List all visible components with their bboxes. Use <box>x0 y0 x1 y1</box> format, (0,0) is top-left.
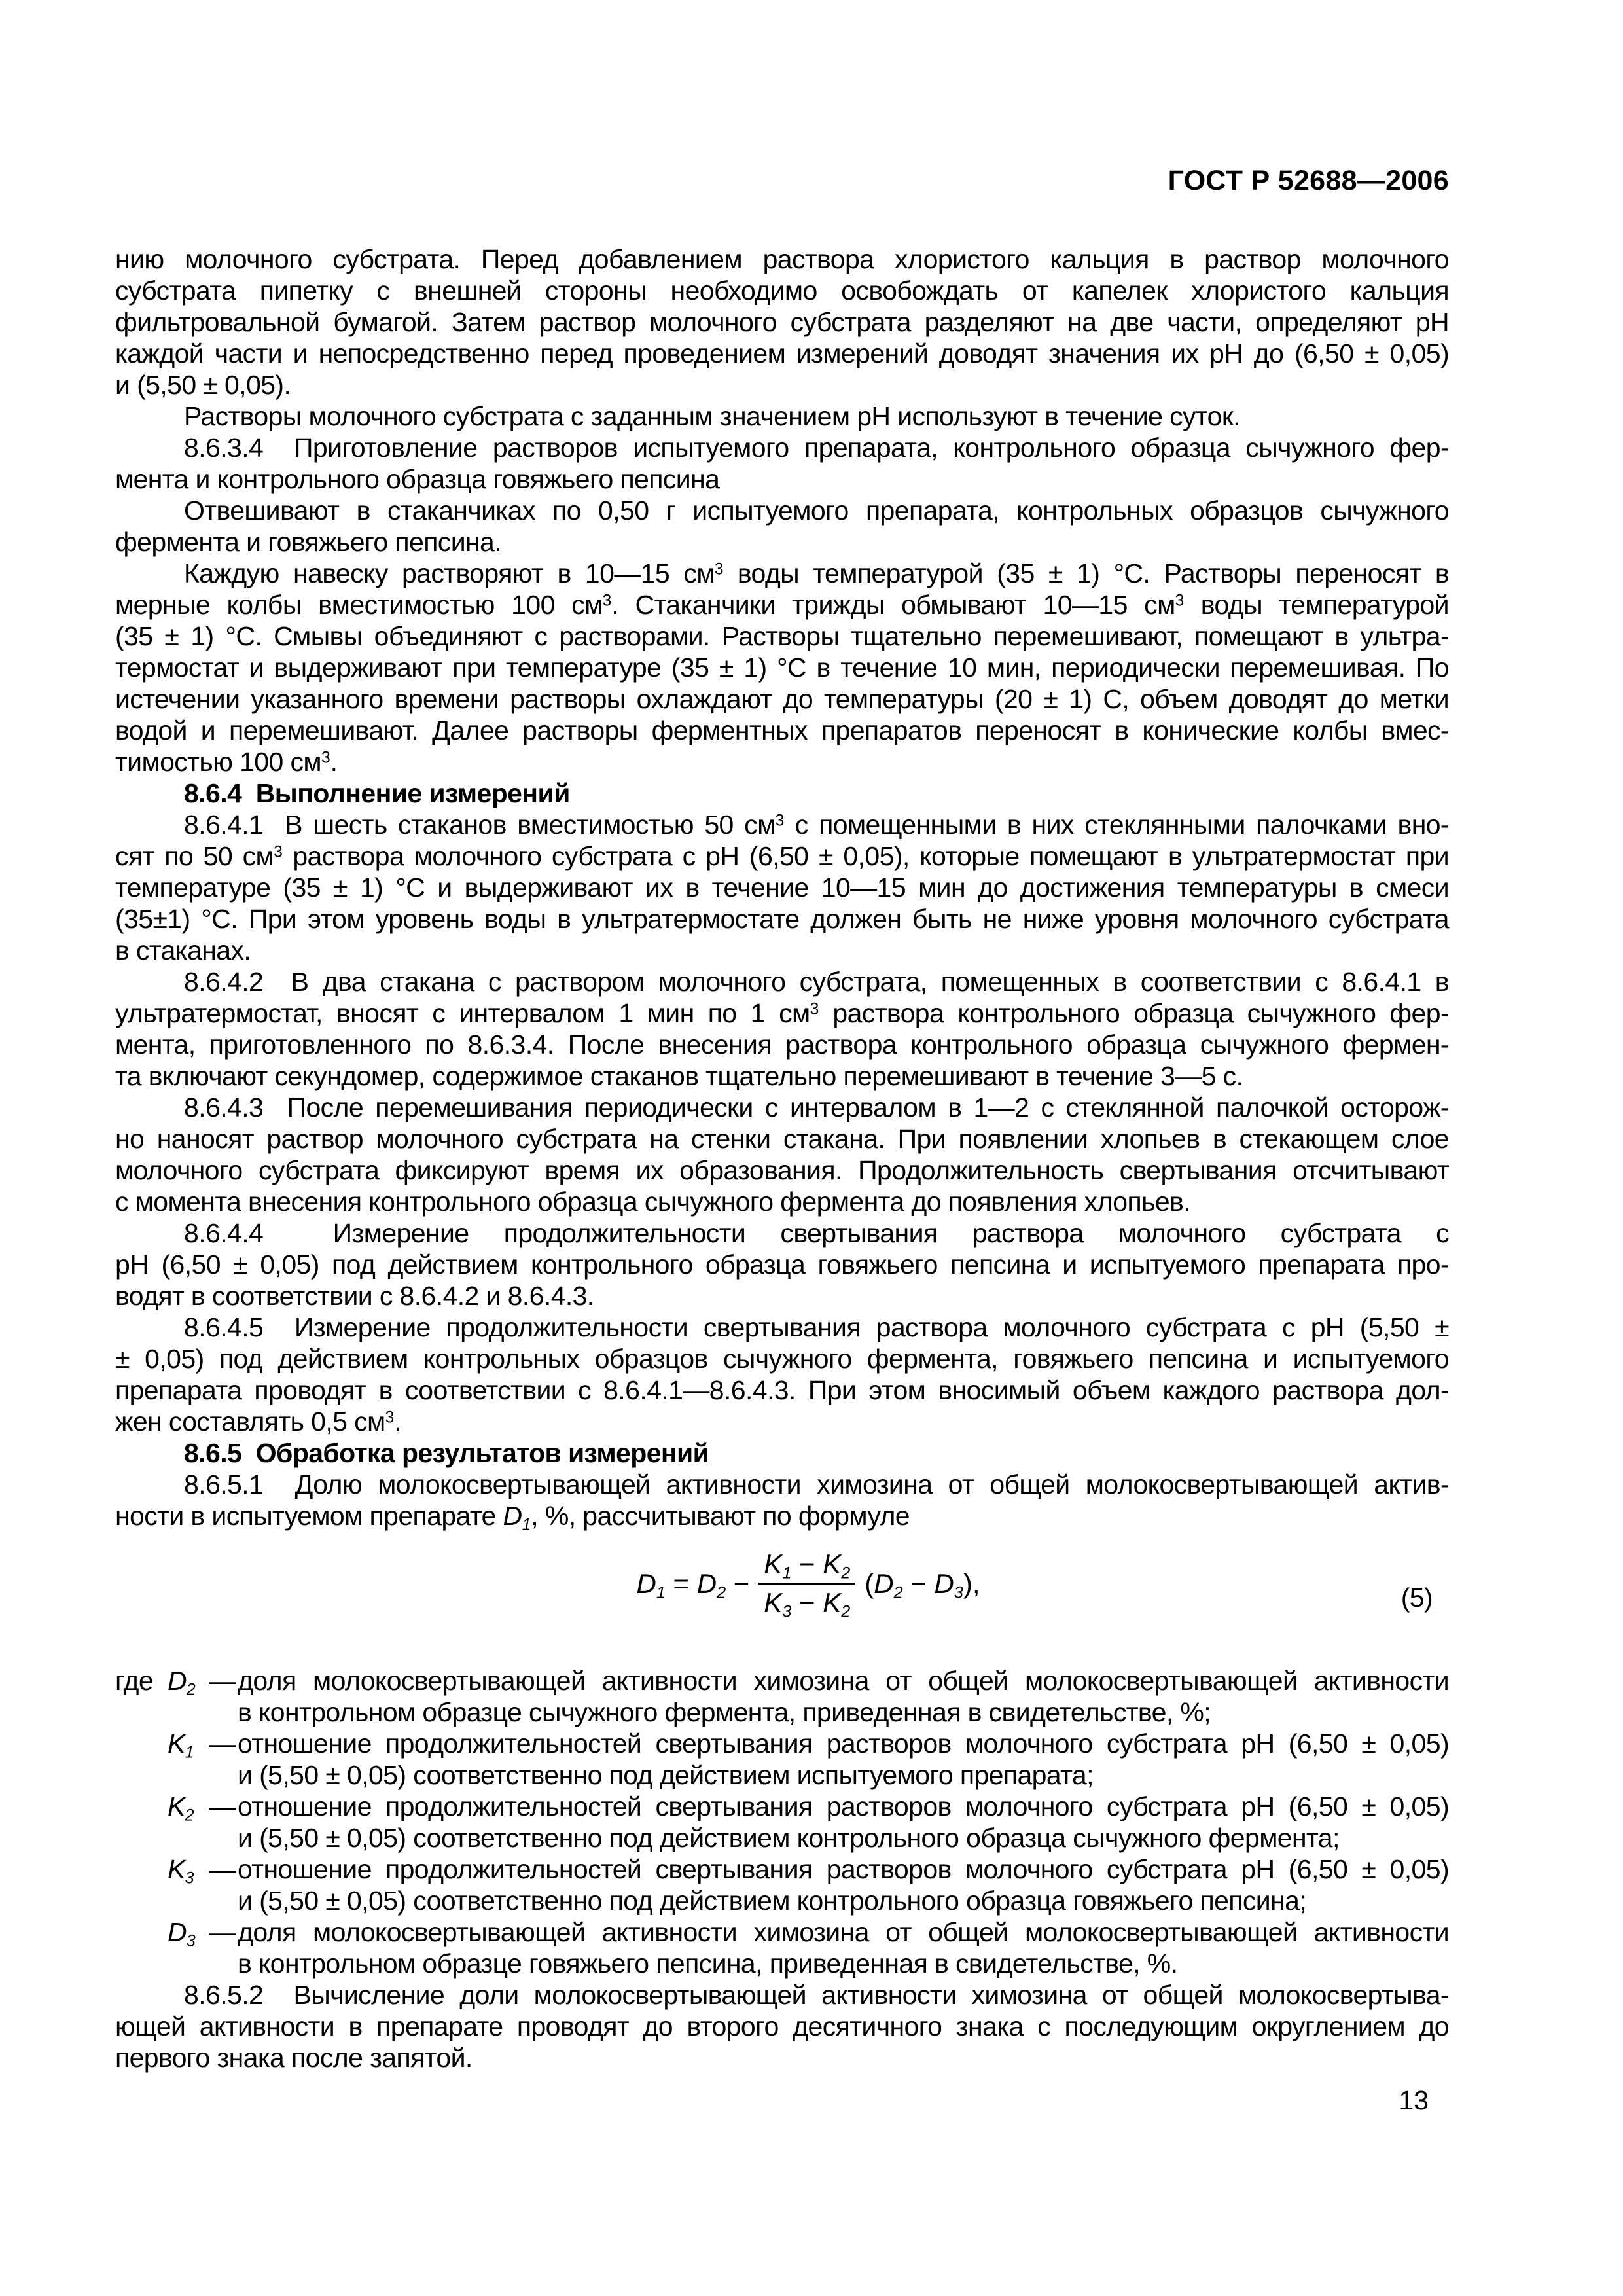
text-line: и (5,50 ± 0,05) соответственно под действием контрольного образца сычужного фермента; <box>238 1823 1340 1853</box>
text-line: сят по 50 $см^3$ раствора молочного субстрата с рН (6,50 ± 0,05), которые помещают в ультратермостат при <box>115 841 1450 871</box>
paragraph <box>115 432 1449 495</box>
text-line: водят в соответствии с 8.6.4.2 и 8.6.4.3. <box>115 1281 594 1311</box>
paragraph <box>115 401 1449 432</box>
text-line: 8.6.4 Выполнение измерений <box>184 778 570 808</box>
paragraph <box>115 1469 1449 1532</box>
paragraph <box>115 809 1449 966</box>
definition-row <box>115 1916 1449 1979</box>
text-line: доля молокосвертывающей активности химозина от общей молокосвертывающей активности <box>238 1917 1449 1947</box>
text-line: каждой части и непосредственно перед проведением измерений доводят значения их рН до (6,50 ± 0,05) <box>115 338 1449 368</box>
paragraph <box>115 1092 1449 1217</box>
definition-dash: — <box>209 1729 236 1759</box>
text-line: водой и перемешивают. Далее растворы ферментных препаратов переносят в конические колбы вмес- <box>115 715 1449 745</box>
text-line: доля молокосвертывающей активности химозина от общей молокосвертывающей активности <box>238 1666 1449 1696</box>
paragraph <box>115 558 1449 778</box>
text-line: ющей активности в препарате проводят до второго десятичного знака с последующим округлением до <box>115 2011 1449 2041</box>
section-heading <box>115 778 1449 809</box>
definition-dash: — <box>209 1854 236 1884</box>
definition-term: $K_2$ <box>168 1791 194 1825</box>
definition-text <box>238 1728 1449 1791</box>
formula-rhs: $(D_2 - D_3)$, <box>865 1568 980 1602</box>
document-body <box>115 243 1449 2073</box>
document-code: ГОСТ Р 52688—2006 <box>1168 165 1449 196</box>
definition-list <box>115 1665 1449 1979</box>
text-line: в стаканах. <box>115 935 251 965</box>
definition-row <box>115 1665 1449 1728</box>
definition-term: $D_3$ <box>168 1917 196 1950</box>
text-line: 8.6.4.2 В два стакана с раствором молочного субстрата, помещенных в соответствии с 8.6.4.1 в <box>184 967 1449 997</box>
section-heading <box>115 1437 1449 1469</box>
definition-term: $K_1$ <box>168 1729 194 1762</box>
text-line: мерные колбы вместимостью 100 $см^3$. Стаканчики трижды обмывают 10—15 $см^3$ воды температурой <box>115 590 1449 620</box>
text-line: в контрольном образце говяжьего пепсина, приведенная в свидетельстве, %. <box>238 1948 1178 1979</box>
text-line: термостат и выдерживают при температуре (35 ± 1) °С в течение 10 мин, периодически перемешивая. По <box>115 653 1449 683</box>
text-line: отношение продолжительностей свертывания растворов молочного субстрата рН (6,50 ± 0,05) <box>238 1729 1449 1759</box>
text-line: отношение продолжительностей свертывания растворов молочного субстрата рН (6,50 ± 0,05) <box>238 1791 1449 1821</box>
text-line: 8.6.5 Обработка результатов измерений <box>184 1438 709 1468</box>
definition-row <box>115 1791 1449 1854</box>
paragraph <box>115 495 1449 558</box>
text-line: (35±1) °С. При этом уровень воды в ультратермостате должен быть не ниже уровня молочного субстрата <box>115 904 1449 934</box>
page-number: 13 <box>1399 2085 1429 2115</box>
text-line: жен составлять 0,5 $см^3$. <box>115 1407 402 1437</box>
definition-row <box>115 1728 1449 1791</box>
formula-numerator: $K_1 - K_2$ <box>758 1549 855 1585</box>
text-line: рН (6,50 ± 0,05) под действием контрольного образца говяжьего пепсина и испытуемого препарата про- <box>115 1249 1449 1280</box>
text-line: и (5,50 ± 0,05). <box>115 370 291 400</box>
definition-term: $K_3$ <box>168 1854 194 1888</box>
text-line: ности в испытуемом препарате $D_1$, %, рассчитывают по формуле <box>115 1501 910 1534</box>
paragraph <box>115 966 1449 1092</box>
text-line: та включают секундомер, содержимое стаканов тщательно перемешивают в течение 3—5 с. <box>115 1061 1243 1091</box>
text-line: но наносят раствор молочного субстрата на стенки стакана. При появлении хлопьев в стекающем слое <box>115 1124 1449 1154</box>
text-line: первого знака после запятой. <box>115 2043 473 2073</box>
formula-denominator: $K_3 - K_2$ <box>764 1587 851 1621</box>
text-line: мента и контрольного образца говяжьего пепсина <box>115 464 720 494</box>
text-line: тимостью 100 $см^3$. <box>115 747 338 777</box>
paragraph <box>115 1979 1449 2073</box>
formula-equation <box>168 1549 1449 1619</box>
definition-term: $D_2$ <box>168 1666 196 1699</box>
paragraph <box>115 1312 1449 1437</box>
text-line: и (5,50 ± 0,05) соответственно под действием контрольного образца говяжьего пепсина; <box>238 1886 1307 1916</box>
text-line: 8.6.5.2 Вычисление доли молокосвертывающей активности химозина от общей молокосвертыва- <box>184 1980 1449 2010</box>
formula-block <box>115 1549 1449 1647</box>
formula-lhs: $D_1 = D_2$ − <box>636 1568 750 1602</box>
paragraph <box>115 243 1449 401</box>
definition-dash: — <box>209 1791 236 1821</box>
text-line: отношение продолжительностей свертывания растворов молочного субстрата рН (6,50 ± 0,05) <box>238 1854 1449 1884</box>
text-line: нию молочного субстрата. Перед добавлением раствора хлористого кальция в раствор молочного <box>115 244 1449 274</box>
text-line: фильтровальной бумагой. Затем раствор молочного субстрата разделяют на две части, определяют рН <box>115 307 1449 337</box>
text-line: фермента и говяжьего пепсина. <box>115 527 502 557</box>
text-line: в контрольном образце сычужного фермента, приведенная в свидетельстве, %; <box>238 1697 1211 1727</box>
text-line: субстрата пипетку с внешней стороны необходимо освобождать от капелек хлористого кальция <box>115 276 1449 306</box>
definition-text <box>238 1916 1449 1979</box>
text-line: 8.6.4.4 Измерение продолжительности свертывания раствора молочного субстрата с <box>184 1218 1449 1248</box>
text-line: Растворы молочного субстрата с заданным значением рН используют в течение суток. <box>184 401 1240 431</box>
text-line: 8.6.4.3 После перемешивания периодически с интервалом в 1—2 с стеклянной палочкой осторож- <box>184 1092 1449 1122</box>
text-line: 8.6.5.1 Долю молокосвертывающей активности химозина от общей молокосвертывающей актив- <box>184 1469 1449 1499</box>
formula-fraction <box>758 1549 855 1619</box>
text-line: ± 0,05) под действием контрольных образцов сычужного фермента, говяжьего пепсина и испытуемого <box>115 1344 1449 1374</box>
text-line: Каждую навеску растворяют в 10—15 $см^3$ воды температурой (35 ± 1) °С. Растворы переносят в <box>184 558 1450 588</box>
definition-dash: — <box>209 1666 236 1696</box>
text-line: препарата проводят в соответствии с 8.6.4.1—8.6.4.3. При этом вносимый объем каждого раствора дол- <box>115 1375 1449 1405</box>
text-line: ультратермостат, вносят с интервалом 1 мин по 1 $см^3$ раствора контрольного образца сычужного фер- <box>115 998 1450 1028</box>
text-line: 8.6.3.4 Приготовление растворов испытуемого препарата, контрольного образца сычужного фер- <box>184 433 1449 463</box>
definition-dash: — <box>209 1917 236 1947</box>
text-line: молочного субстрата фиксируют время их образования. Продолжительность свертывания отсчитывают <box>115 1155 1449 1185</box>
text-line: 8.6.4.5 Измерение продолжительности свертывания раствора молочного субстрата с рН (5,50 ± <box>184 1312 1449 1342</box>
text-line: температуре (35 ± 1) °С и выдерживают их в течение 10—15 мин до достижения температуры в смеси <box>115 872 1449 903</box>
text-line: Отвешивают в стаканчиках по 0,50 г испытуемого препарата, контрольных образцов сычужного <box>184 495 1449 526</box>
text-line: истечении указанного времени растворы охлаждают до температуры (20 ± 1) С, объем доводят до метки <box>115 684 1449 714</box>
definition-text <box>238 1791 1449 1854</box>
text-line: 8.6.4.1 В шесть стаканов вместимостью 50 $см^3$ с помещенными в них стеклянными палочками вно- <box>184 810 1449 840</box>
text-line: с момента внесения контрольного образца сычужного фермента до появления хлопьев. <box>115 1187 1191 1217</box>
definition-row <box>115 1854 1449 1916</box>
text-line: и (5,50 ± 0,05) соответственно под действием испытуемого препарата; <box>238 1760 1094 1790</box>
definition-text <box>238 1665 1449 1728</box>
definition-prefix: где <box>115 1666 154 1696</box>
paragraph <box>115 1217 1449 1312</box>
text-line: мента, приготовленного по 8.6.3.4. После внесения раствора контрольного образца сычужного фермен- <box>115 1030 1449 1060</box>
definition-text <box>238 1854 1449 1916</box>
text-line: (35 ± 1) °С. Смывы объединяют с растворами. Растворы тщательно перемешивают, помещают в ультра- <box>115 621 1449 651</box>
formula-number: (5) <box>1400 1583 1433 1613</box>
